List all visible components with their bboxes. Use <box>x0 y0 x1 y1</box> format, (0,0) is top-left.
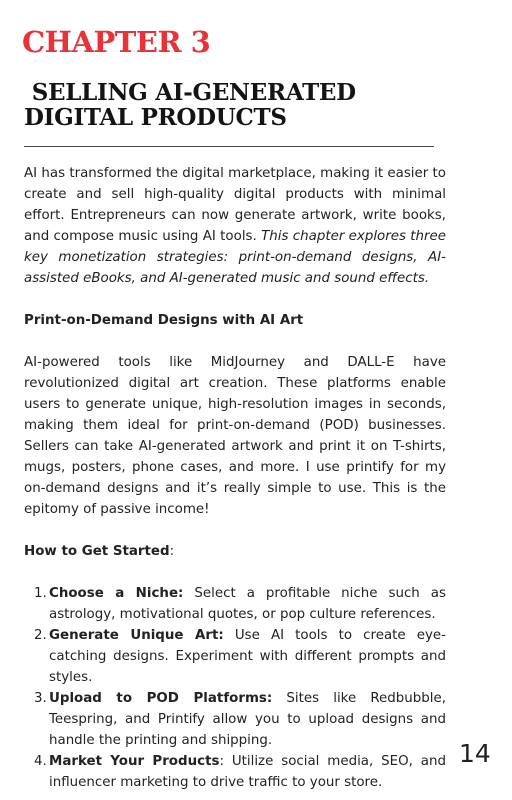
list-item <box>24 751 446 793</box>
section-body: AI-powered tools like MidJourney and DALL-E have revolutionized digital art creation. These platforms enable users to generate unique, high-resolution images in seconds, making them ideal for print-on-demand (POD) businesses. Sellers can take AI-generated artwork and print it on T-shirts, mugs, posters, phone cases, and more. I use printify for my on-demand designs and it’s really simple to use. This is the epitomy of passive income! <box>24 355 446 517</box>
list-item-title: Upload to POD Platforms: <box>49 691 273 706</box>
page-number: 14 <box>459 739 491 768</box>
list-item-text: Use AI tools to create eye-catching designs. Experiment with different prompts and styles. <box>49 628 446 685</box>
title-line-2: DIGITAL PRODUCTS <box>24 104 287 131</box>
steps-list <box>24 583 446 793</box>
chapter-title <box>24 80 444 130</box>
list-item-title: Generate Unique Art: <box>49 628 224 643</box>
list-number: 4. <box>34 754 47 769</box>
list-item-title: Choose a Niche: <box>49 586 184 601</box>
list-number: 3. <box>34 691 47 706</box>
list-number: 1. <box>34 586 47 601</box>
intro-text: AI has transformed the digital marketplace, making it easier to create and sell high-quality digital products with minimal effort. Entrepreneurs can now generate artwork, write books, and compose music using AI tools. <box>24 166 446 244</box>
title-divider <box>24 146 434 147</box>
intro-paragraph <box>24 163 446 289</box>
intro-italic-text: This chapter explores three key monetization strategies: print-on-demand designs, AI-assisted eBooks, and AI-generated music and sound effects. <box>24 229 446 286</box>
page-content <box>24 163 446 793</box>
chapter-label: CHAPTER 3 <box>22 25 211 59</box>
list-item-text: : Utilize social media, SEO, and influencer marketing to drive traffic to your store. <box>49 754 446 790</box>
steps-heading-text: How to Get Started <box>24 544 170 559</box>
list-item <box>24 625 446 688</box>
list-item-text: Select a profitable niche such as astrology, motivational quotes, or pop culture references. <box>49 586 446 622</box>
section-heading: Print-on-Demand Designs with AI Art <box>24 313 304 328</box>
steps-heading <box>24 541 446 562</box>
list-number: 2. <box>34 628 47 643</box>
steps-heading-colon: : <box>169 544 175 559</box>
list-item-title: Market Your Products <box>49 754 220 769</box>
list-item-text: Sites like Redbubble, Teespring, and Printify allow you to upload designs and handle the printing and shipping. <box>49 691 446 748</box>
list-item <box>24 688 446 751</box>
title-line-1: SELLING AI-GENERATED <box>24 79 356 106</box>
list-item <box>24 583 446 625</box>
